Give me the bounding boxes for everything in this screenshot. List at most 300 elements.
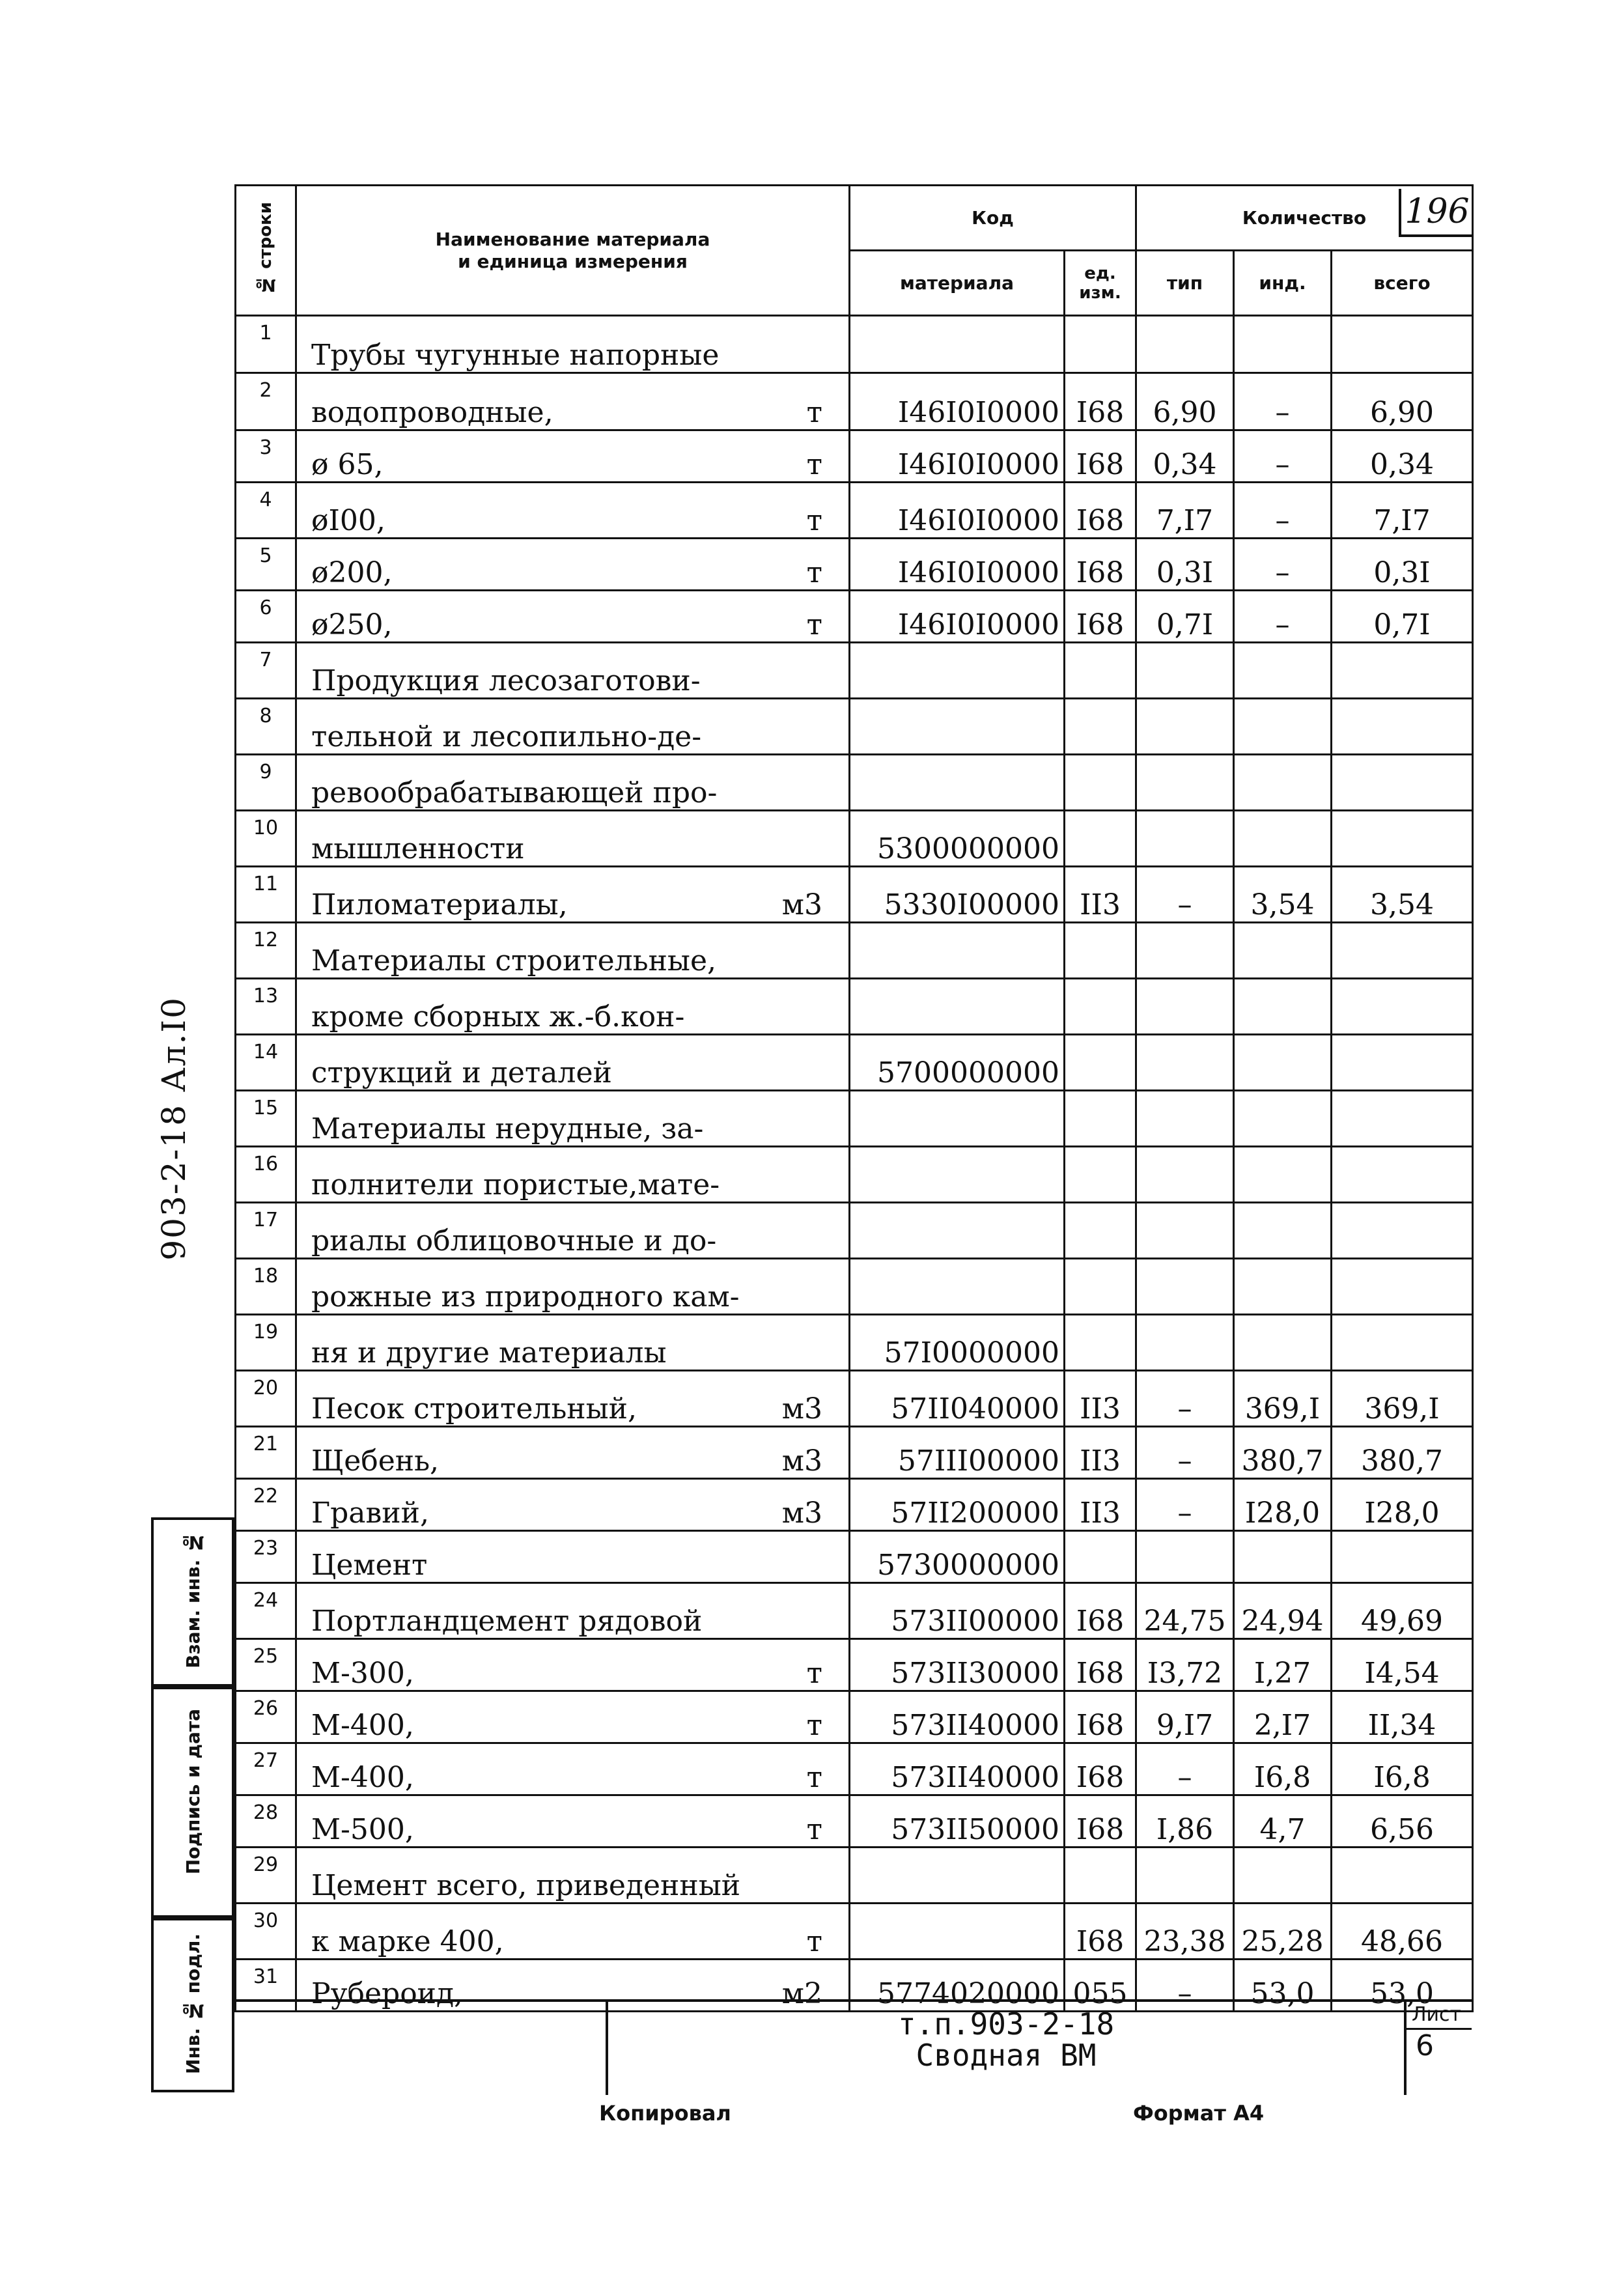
material-name-cell [296,699,850,755]
qty-type-cell: – [1136,1371,1234,1427]
qty-total-cell: 7,I7 [1332,483,1473,539]
unit-code-cell: I68 [1065,430,1136,483]
qty-type-cell: – [1136,1427,1234,1479]
material-name-cell [296,1531,850,1583]
material-code-cell [850,923,1065,979]
material-code-cell: 57I0000000 [850,1315,1065,1371]
material-name-cell [296,1848,850,1904]
title-block-center [606,2002,1407,2095]
qty-type-cell: – [1136,1743,1234,1795]
qty-ind-cell: – [1234,591,1332,643]
material-name-cell [296,1795,850,1848]
unit-code-cell [1065,1147,1136,1203]
material-name: М-300, [311,1657,414,1690]
material-name: ревообрабатывающей про- [311,776,718,809]
qty-ind-cell: 24,94 [1234,1583,1332,1639]
material-unit: т [806,1761,822,1794]
unit-code-cell: I68 [1065,1583,1136,1639]
unit-code-cell [1065,643,1136,699]
qty-type-cell: 0,3I [1136,539,1234,591]
qty-type-cell: I,86 [1136,1795,1234,1848]
qty-ind-cell: – [1234,430,1332,483]
sheet-number: 6 [1416,2029,1434,2062]
material-name: Щебень, [311,1444,440,1478]
material-name: риалы облицовочные и до- [311,1224,717,1258]
qty-ind-cell: I,27 [1234,1639,1332,1691]
table-row [236,1848,1473,1904]
material-name: М-400, [311,1709,414,1742]
qty-ind-cell [1234,643,1332,699]
sheet-box [1407,2002,1472,2095]
header-material-name: Наименование материала и единица измерения [296,186,850,316]
unit-code-cell [1065,1531,1136,1583]
material-code-cell [850,1091,1065,1147]
qty-total-cell [1332,1203,1473,1259]
unit-code-cell: I68 [1065,373,1136,430]
material-name: Продукция лесозаготови- [311,664,701,697]
material-unit: т [806,504,822,537]
qty-type-cell: 0,7I [1136,591,1234,643]
row-number-cell: 28 [236,1795,296,1848]
table-row [236,811,1473,867]
table-row [236,923,1473,979]
title-block [234,1999,1472,2095]
qty-type-cell [1136,923,1234,979]
unit-code-cell [1065,755,1136,811]
row-number-cell: 26 [236,1691,296,1743]
table-row [236,1583,1473,1639]
row-number-cell: 7 [236,643,296,699]
row-number-cell: 5 [236,539,296,591]
material-name-cell [296,316,850,373]
row-number-cell: 11 [236,867,296,923]
table-row [236,1531,1473,1583]
row-number-cell: 8 [236,699,296,755]
material-unit: т [806,608,822,641]
qty-type-cell: 9,I7 [1136,1691,1234,1743]
row-number-cell: 2 [236,373,296,430]
material-unit: м3 [781,1444,822,1478]
material-name-cell [296,539,850,591]
qty-total-cell [1332,811,1473,867]
unit-code-cell [1065,1259,1136,1315]
qty-type-cell: 0,34 [1136,430,1234,483]
unit-code-cell: I68 [1065,1904,1136,1960]
material-code-cell: 573II40000 [850,1743,1065,1795]
qty-type-cell: 7,I7 [1136,483,1234,539]
qty-total-cell [1332,1848,1473,1904]
material-unit: т [806,1657,822,1690]
material-name-cell [296,1203,850,1259]
material-name-cell [296,1583,850,1639]
material-name-cell [296,979,850,1035]
format-label: Формат А4 [1133,2101,1265,2126]
qty-total-cell [1332,1315,1473,1371]
side-document-code: 903-2-18 Ал.I0 [155,996,193,1261]
table-row [236,1639,1473,1691]
table-row [236,1427,1473,1479]
unit-code-cell [1065,1035,1136,1091]
qty-total-cell [1332,1091,1473,1147]
qty-ind-cell [1234,1091,1332,1147]
stamp-sign-date-label: Подпись и дата [182,1709,204,1875]
row-number-cell: 20 [236,1371,296,1427]
table-row [236,1147,1473,1203]
qty-type-cell: 24,75 [1136,1583,1234,1639]
qty-total-cell: II,34 [1332,1691,1473,1743]
material-code-cell [850,979,1065,1035]
qty-ind-cell [1234,699,1332,755]
unit-code-cell: II3 [1065,1371,1136,1427]
unit-code-cell [1065,1848,1136,1904]
qty-ind-cell: I28,0 [1234,1479,1332,1531]
unit-code-cell [1065,923,1136,979]
qty-type-cell [1136,1848,1234,1904]
material-unit: т [806,1813,822,1846]
qty-total-cell: 49,69 [1332,1583,1473,1639]
material-name-cell [296,1259,850,1315]
header-code: Код [850,186,1136,251]
qty-type-cell [1136,1203,1234,1259]
unit-code-cell: I68 [1065,1691,1136,1743]
material-name: øI00, [311,504,385,537]
material-name: Гравий, [311,1497,429,1530]
unit-code-cell: I68 [1065,591,1136,643]
material-name: Цемент [311,1549,428,1582]
material-name-cell [296,923,850,979]
table-row [236,316,1473,373]
material-code-cell: 573II40000 [850,1691,1065,1743]
material-unit: т [806,396,822,429]
qty-total-cell: 3,54 [1332,867,1473,923]
material-name: Портландцемент рядовой [311,1605,703,1638]
material-code-cell [850,699,1065,755]
table-row [236,430,1473,483]
table-row [236,1035,1473,1091]
material-name-cell [296,430,850,483]
table-row [236,1203,1473,1259]
qty-ind-cell: 369,I [1234,1371,1332,1427]
material-name: Трубы чугунные напорные [311,339,720,372]
material-code-cell [850,1203,1065,1259]
qty-type-cell [1136,1147,1234,1203]
material-name-cell [296,755,850,811]
material-code-cell: I46I0I0000 [850,430,1065,483]
header-code-material: материала [850,251,1065,316]
header-qty-total: всего [1332,251,1473,316]
material-name: кроме сборных ж.-б.кон- [311,1000,685,1033]
table-row [236,1743,1473,1795]
sheet-label: Лист [1407,2002,1472,2030]
table-row [236,699,1473,755]
qty-ind-cell [1234,1035,1332,1091]
table-row [236,483,1473,539]
row-number-cell: 21 [236,1427,296,1479]
qty-type-cell [1136,1259,1234,1315]
qty-total-cell [1332,979,1473,1035]
material-name-cell [296,1904,850,1960]
material-code-cell: 573II00000 [850,1583,1065,1639]
material-name-cell [296,1371,850,1427]
material-name: Песок строительный, [311,1392,637,1426]
qty-total-cell: 369,I [1332,1371,1473,1427]
qty-ind-cell: I6,8 [1234,1743,1332,1795]
material-name: водопроводные, [311,396,553,429]
material-name: ø250, [311,608,393,641]
material-name: М-500, [311,1813,414,1846]
qty-ind-cell: 4,7 [1234,1795,1332,1848]
material-unit: т [806,448,822,481]
material-name-cell [296,867,850,923]
row-number-cell: 15 [236,1091,296,1147]
qty-total-cell [1332,1035,1473,1091]
unit-code-cell: 055 [1065,1960,1136,2012]
material-code-cell: 573II50000 [850,1795,1065,1848]
material-code-cell: 5300000000 [850,811,1065,867]
qty-ind-cell: 380,7 [1234,1427,1332,1479]
qty-ind-cell: – [1234,373,1332,430]
material-code-cell: 57III00000 [850,1427,1065,1479]
unit-code-cell [1065,1091,1136,1147]
qty-type-cell: 6,90 [1136,373,1234,430]
qty-ind-cell [1234,1531,1332,1583]
unit-code-cell: II3 [1065,1427,1136,1479]
qty-ind-cell: 2,I7 [1234,1691,1332,1743]
material-code-cell [850,1147,1065,1203]
qty-ind-cell [1234,1315,1332,1371]
material-code-cell [850,1259,1065,1315]
qty-total-cell: 0,7I [1332,591,1473,643]
qty-total-cell: I28,0 [1332,1479,1473,1531]
qty-ind-cell [1234,979,1332,1035]
material-name: Цемент всего, приведенный [311,1869,741,1902]
qty-total-cell: 6,56 [1332,1795,1473,1848]
qty-total-cell [1332,1531,1473,1583]
material-code-cell: 5700000000 [850,1035,1065,1091]
unit-code-cell [1065,1315,1136,1371]
material-unit: т [806,1925,822,1958]
row-number-cell: 25 [236,1639,296,1691]
table-row [236,643,1473,699]
material-code-cell [850,755,1065,811]
material-name: Пиломатериалы, [311,888,568,921]
qty-ind-cell: – [1234,539,1332,591]
material-code-cell: 57II040000 [850,1371,1065,1427]
qty-ind-cell: – [1234,483,1332,539]
table-row [236,591,1473,643]
qty-type-cell [1136,699,1234,755]
stamp-inv-orig [151,1918,234,2092]
material-name-cell [296,373,850,430]
unit-code-cell: II3 [1065,1479,1136,1531]
row-number-cell: 29 [236,1848,296,1904]
material-code-cell: I46I0I0000 [850,539,1065,591]
row-number-cell: 31 [236,1960,296,2012]
qty-type-cell [1136,811,1234,867]
material-name: Рубероид, [311,1977,464,2010]
unit-code-cell: I68 [1065,1639,1136,1691]
unit-code-cell [1065,811,1136,867]
qty-total-cell [1332,923,1473,979]
qty-total-cell [1332,643,1473,699]
qty-type-cell [1136,643,1234,699]
qty-ind-cell [1234,1147,1332,1203]
unit-code-cell: II3 [1065,867,1136,923]
document-title: Сводная ВМ [916,2038,1097,2073]
material-name-cell [296,483,850,539]
unit-code-cell: I68 [1065,1795,1136,1848]
qty-total-cell [1332,755,1473,811]
material-name-cell [296,1639,850,1691]
qty-total-cell [1332,699,1473,755]
material-code-cell: 5330I00000 [850,867,1065,923]
material-name-cell [296,1427,850,1479]
table-row [236,1795,1473,1848]
material-code-cell: I46I0I0000 [850,373,1065,430]
row-number-cell: 13 [236,979,296,1035]
material-name: Материалы нерудные, за- [311,1112,704,1146]
table-row [236,1091,1473,1147]
qty-type-cell: – [1136,867,1234,923]
material-code-cell [850,1848,1065,1904]
qty-ind-cell [1234,923,1332,979]
material-name-cell [296,1147,850,1203]
table-row [236,979,1473,1035]
material-code-cell: I46I0I0000 [850,483,1065,539]
material-code-cell [850,1904,1065,1960]
row-number-cell: 10 [236,811,296,867]
table-row [236,539,1473,591]
copied-by-label: Копировал [599,2101,731,2126]
unit-code-cell: I68 [1065,483,1136,539]
qty-type-cell: – [1136,1960,1234,2012]
unit-code-cell [1065,979,1136,1035]
qty-type-cell: I3,72 [1136,1639,1234,1691]
stamp-inv-replace-label: Взам. инв. № [182,1532,204,1668]
qty-type-cell [1136,1315,1234,1371]
material-code-cell: 5774020000 [850,1960,1065,2012]
row-number-cell: 18 [236,1259,296,1315]
material-code-cell: 5730000000 [850,1531,1065,1583]
material-code-cell [850,643,1065,699]
table-row [236,1691,1473,1743]
unit-code-cell [1065,316,1136,373]
unit-code-cell [1065,699,1136,755]
row-number-cell: 24 [236,1583,296,1639]
qty-ind-cell [1234,1848,1332,1904]
material-name-cell [296,1479,850,1531]
unit-code-cell [1065,1203,1136,1259]
qty-total-cell: I6,8 [1332,1743,1473,1795]
qty-total-cell: 0,3I [1332,539,1473,591]
material-name-cell [296,1743,850,1795]
material-name: М-400, [311,1761,414,1794]
unit-code-cell: I68 [1065,539,1136,591]
qty-type-cell [1136,1091,1234,1147]
material-code-cell [850,316,1065,373]
material-name: Материалы строительные, [311,944,716,977]
stamp-inv-orig-label: Инв. № подл. [182,1933,204,2074]
material-name: ø200, [311,556,393,589]
qty-total-cell [1332,316,1473,373]
table-row [236,1479,1473,1531]
material-name: мышленности [311,832,525,865]
qty-total-cell: 53,0 [1332,1960,1473,2012]
material-name: рожные из природного кам- [311,1280,740,1314]
table-row [236,1371,1473,1427]
qty-type-cell: 23,38 [1136,1904,1234,1960]
material-unit: м3 [781,1497,822,1530]
qty-type-cell [1136,979,1234,1035]
table-row [236,1315,1473,1371]
qty-ind-cell [1234,755,1332,811]
row-number-cell: 27 [236,1743,296,1795]
table-row [236,1904,1473,1960]
material-unit: м3 [781,1392,822,1426]
qty-total-cell [1332,1259,1473,1315]
qty-type-cell: – [1136,1479,1234,1531]
stamp-inv-replace [151,1517,234,1687]
header-qty-type: тип [1136,251,1234,316]
material-name-cell [296,591,850,643]
header-qty-ind: инд. [1234,251,1332,316]
table-row [236,867,1473,923]
row-number-cell: 3 [236,430,296,483]
table-row [236,1259,1473,1315]
qty-ind-cell: 3,54 [1234,867,1332,923]
material-name: струкций и деталей [311,1056,612,1089]
material-unit: т [806,1709,822,1742]
material-code-cell: 573II30000 [850,1639,1065,1691]
qty-ind-cell [1234,1259,1332,1315]
material-unit: м2 [781,1977,822,2010]
document-designation: т.п.903-2-18 [897,2006,1115,2042]
qty-ind-cell [1234,811,1332,867]
row-number-cell: 4 [236,483,296,539]
material-name-cell [296,811,850,867]
materials-table [234,184,1474,2012]
qty-total-cell: I4,54 [1332,1639,1473,1691]
qty-total-cell: 380,7 [1332,1427,1473,1479]
material-name: полнители пористые,мате- [311,1168,720,1202]
qty-ind-cell: 25,28 [1234,1904,1332,1960]
stamp-sign-date [151,1687,234,1918]
row-number-cell: 12 [236,923,296,979]
material-name: ня и другие материалы [311,1336,667,1370]
row-number-cell: 6 [236,591,296,643]
page-number: 196 [1399,189,1473,237]
row-number-cell: 22 [236,1479,296,1531]
qty-total-cell: 48,66 [1332,1904,1473,1960]
row-number-cell: 19 [236,1315,296,1371]
qty-ind-cell: 53,0 [1234,1960,1332,2012]
qty-total-cell: 6,90 [1332,373,1473,430]
header-quantity-label: Количество [1242,207,1367,229]
qty-ind-cell [1234,1203,1332,1259]
unit-code-cell: I68 [1065,1743,1136,1795]
material-name-cell [296,1035,850,1091]
qty-type-cell [1136,755,1234,811]
material-name-cell [296,1691,850,1743]
row-number-cell: 9 [236,755,296,811]
header-code-unit: ед. изм. [1065,251,1136,316]
material-code-cell: 57II200000 [850,1479,1065,1531]
row-number-cell: 16 [236,1147,296,1203]
table-row [236,755,1473,811]
row-number-cell: 30 [236,1904,296,1960]
qty-type-cell [1136,1035,1234,1091]
row-number-cell: 23 [236,1531,296,1583]
